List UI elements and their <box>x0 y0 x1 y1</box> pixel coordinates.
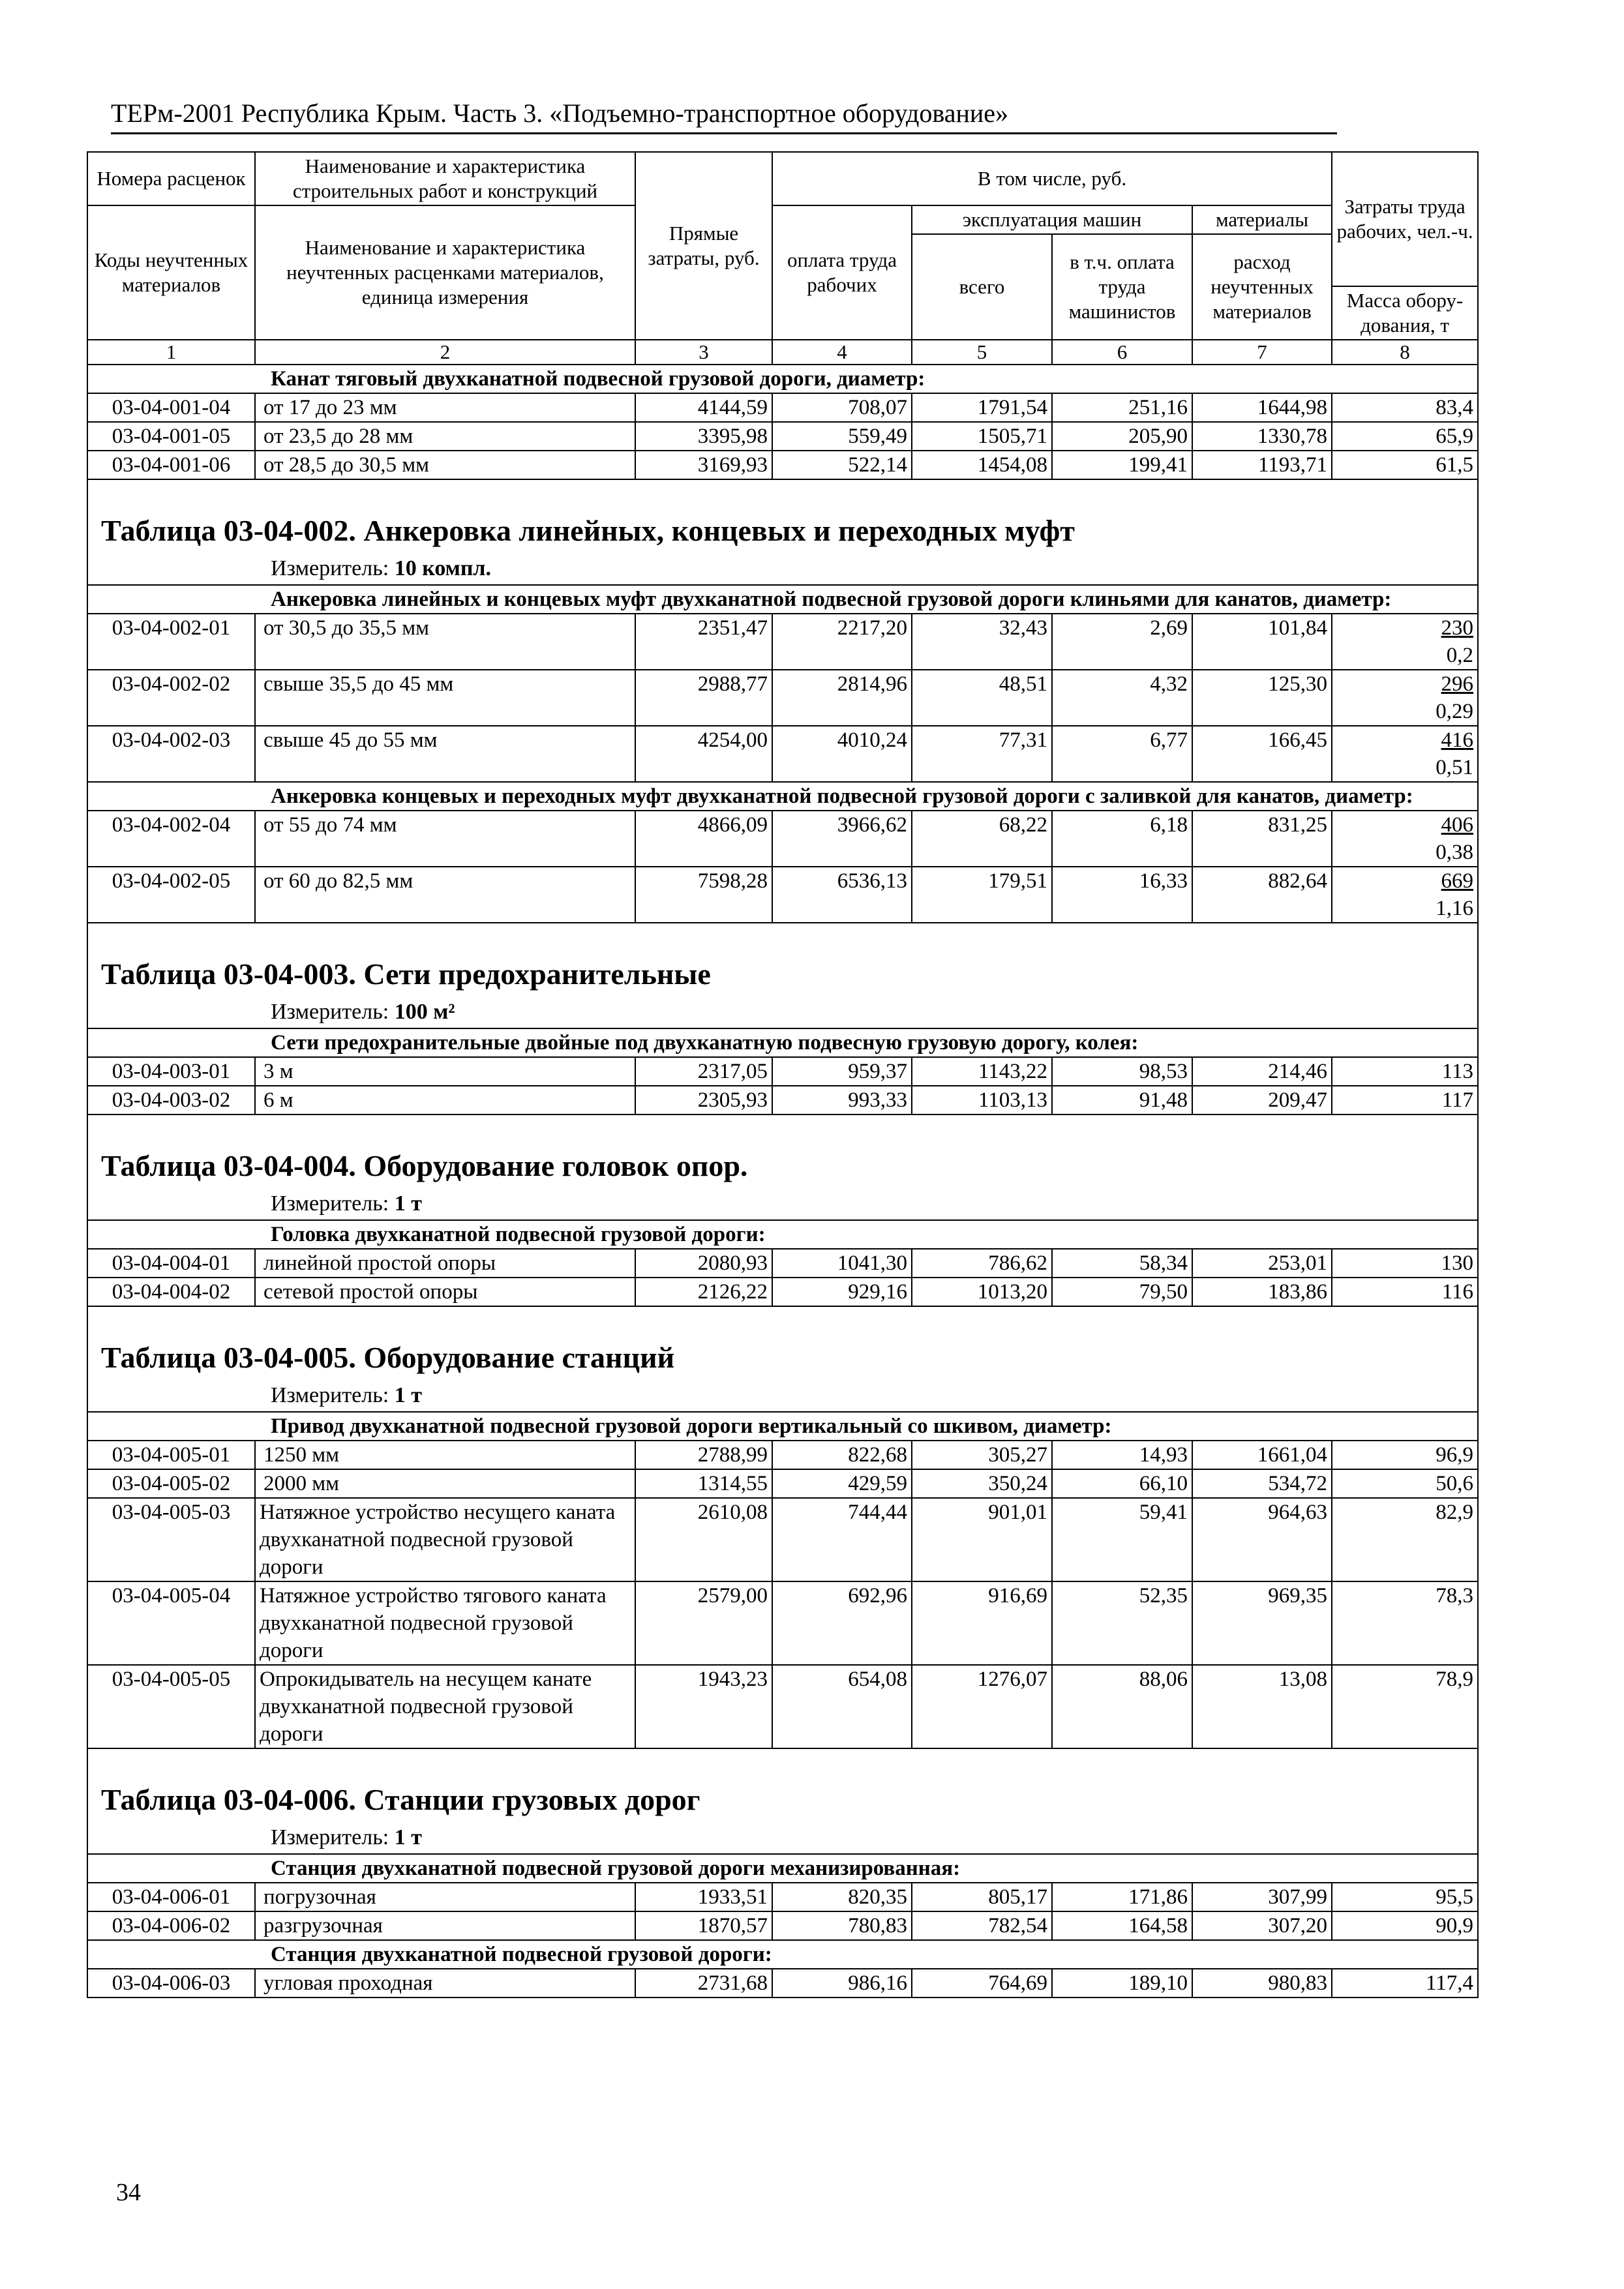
machine-cost: 805,17 <box>912 1883 1052 1911</box>
table-row <box>87 393 1478 422</box>
group-header <box>87 585 1478 614</box>
worker-wages: 744,44 <box>772 1498 912 1581</box>
operator-wages: 4,32 <box>1052 670 1192 726</box>
worker-wages: 4010,24 <box>772 726 912 782</box>
table-title-cell <box>87 923 1478 999</box>
rate-code: 03-04-003-01 <box>87 1057 255 1086</box>
rate-code: 03-04-002-04 <box>87 811 255 867</box>
operator-wages: 98,53 <box>1052 1057 1192 1086</box>
rate-name: от 17 до 23 мм <box>255 393 635 422</box>
machine-cost: 179,51 <box>912 867 1052 923</box>
table-row <box>87 422 1478 451</box>
worker-wages: 2814,96 <box>772 670 912 726</box>
rates-document <box>87 151 1477 1998</box>
table-row <box>87 1249 1478 1278</box>
rate-code: 03-04-001-05 <box>87 422 255 451</box>
labor-hours: 416 <box>1441 728 1474 752</box>
direct-cost: 2731,68 <box>635 1969 772 1997</box>
direct-cost: 7598,28 <box>635 867 772 923</box>
machine-cost: 1103,13 <box>912 1086 1052 1115</box>
rate-name: Натяжное устройство тягового каната двухканатной подвесной грузовой дороги <box>255 1581 635 1665</box>
table-title-cell <box>87 1306 1478 1383</box>
measurer-value: 1 т <box>394 1825 422 1849</box>
column-numbers-row <box>87 340 1478 365</box>
table-title: Таблица 03-04-003. Сети предохранительные <box>101 957 711 991</box>
operator-wages: 6,77 <box>1052 726 1192 782</box>
measurer-cell <box>87 1191 1478 1220</box>
materials-cost: 307,99 <box>1192 1883 1332 1911</box>
group-label: Привод двухканатной подвесной грузовой дороги вертикальный со шкивом, диаметр: <box>271 1414 1112 1438</box>
table-row <box>87 1278 1478 1306</box>
equipment-mass: 0,38 <box>1436 841 1474 864</box>
table-title-cell <box>87 479 1478 556</box>
rate-code: 03-04-001-06 <box>87 451 255 479</box>
operator-wages: 189,10 <box>1052 1969 1192 1997</box>
rate-name: линейной простой опоры <box>255 1249 635 1278</box>
col2-header-top: Наименование и характеристика строительных работ и конструкций <box>255 152 635 205</box>
materials-cost: 831,25 <box>1192 811 1332 867</box>
materials-cost: 969,35 <box>1192 1581 1332 1665</box>
machine-cost: 901,01 <box>912 1498 1052 1581</box>
worker-wages: 780,83 <box>772 1911 912 1940</box>
direct-cost: 4866,09 <box>635 811 772 867</box>
table-row <box>87 1057 1478 1086</box>
labor-cost: 130 <box>1332 1249 1478 1278</box>
worker-wages: 692,96 <box>772 1581 912 1665</box>
table-row <box>87 1581 1478 1665</box>
labor-cost: 78,9 <box>1332 1665 1478 1748</box>
table-title: Таблица 03-04-002. Анкеровка линейных, концевых и переходных муфт <box>101 514 1075 547</box>
worker-wages: 1041,30 <box>772 1249 912 1278</box>
rate-name: от 23,5 до 28 мм <box>255 422 635 451</box>
measurer-row <box>87 999 1478 1028</box>
materials-header: материалы <box>1192 205 1332 234</box>
labor-cost: 90,9 <box>1332 1911 1478 1940</box>
materials-cost: 1661,04 <box>1192 1441 1332 1469</box>
group-header-row <box>87 1028 1478 1057</box>
labor-cost <box>1332 670 1478 726</box>
machine-cost: 350,24 <box>912 1469 1052 1498</box>
group-label: Канат тяговый двухканатной подвесной грузовой дороги, диаметр: <box>271 367 925 391</box>
materials-cost: 101,84 <box>1192 614 1332 670</box>
machine-cost: 764,69 <box>912 1969 1052 1997</box>
machine-cost: 1013,20 <box>912 1278 1052 1306</box>
rate-code: 03-04-002-03 <box>87 726 255 782</box>
rate-code: 03-04-002-01 <box>87 614 255 670</box>
machine-cost: 1276,07 <box>912 1665 1052 1748</box>
direct-cost: 1314,55 <box>635 1469 772 1498</box>
table-row <box>87 1665 1478 1748</box>
direct-cost: 1870,57 <box>635 1911 772 1940</box>
rate-code: 03-04-002-02 <box>87 670 255 726</box>
table-title: Таблица 03-04-006. Станции грузовых дорог <box>101 1783 700 1816</box>
machine-cost: 1143,22 <box>912 1057 1052 1086</box>
materials-cost: 534,72 <box>1192 1469 1332 1498</box>
col5-header: всего <box>912 234 1052 340</box>
worker-wages: 6536,13 <box>772 867 912 923</box>
measurer-label: Измеритель: <box>271 1825 389 1849</box>
group-label: Станция двухканатной подвесной грузовой дороги: <box>271 1943 772 1966</box>
operator-wages: 199,41 <box>1052 451 1192 479</box>
measurer-label: Измеритель: <box>271 1383 389 1407</box>
table-row <box>87 1969 1478 1997</box>
rate-name: от 60 до 82,5 мм <box>255 867 635 923</box>
direct-cost: 3395,98 <box>635 422 772 451</box>
machines-header: эксплуатация машин <box>912 205 1192 234</box>
table-title-row <box>87 1748 1478 1825</box>
direct-cost: 2080,93 <box>635 1249 772 1278</box>
rates-table-body <box>87 365 1478 1997</box>
equipment-mass: 1,16 <box>1436 897 1474 920</box>
worker-wages: 929,16 <box>772 1278 912 1306</box>
equipment-mass: 0,2 <box>1446 644 1474 667</box>
group-header-row <box>87 782 1478 811</box>
measurer-cell <box>87 1825 1478 1854</box>
measurer-row <box>87 1825 1478 1854</box>
labor-cost: 117 <box>1332 1086 1478 1115</box>
measurer-row <box>87 1383 1478 1412</box>
operator-wages: 14,93 <box>1052 1441 1192 1469</box>
direct-cost: 3169,93 <box>635 451 772 479</box>
materials-cost: 253,01 <box>1192 1249 1332 1278</box>
machine-cost: 68,22 <box>912 811 1052 867</box>
col8-header-top: Затраты труда рабочих, чел.-ч. <box>1332 152 1478 286</box>
operator-wages: 59,41 <box>1052 1498 1192 1581</box>
rate-name: от 30,5 до 35,5 мм <box>255 614 635 670</box>
rate-name: свыше 35,5 до 45 мм <box>255 670 635 726</box>
worker-wages: 654,08 <box>772 1665 912 1748</box>
operator-wages: 79,50 <box>1052 1278 1192 1306</box>
group-header <box>87 1854 1478 1883</box>
labor-cost: 116 <box>1332 1278 1478 1306</box>
group-header <box>87 365 1478 393</box>
direct-cost: 2351,47 <box>635 614 772 670</box>
labor-cost <box>1332 867 1478 923</box>
materials-cost: 214,46 <box>1192 1057 1332 1086</box>
machine-cost: 48,51 <box>912 670 1052 726</box>
col7-header: расход неучтенных материалов <box>1192 234 1332 340</box>
worker-wages: 559,49 <box>772 422 912 451</box>
table-title-row <box>87 1115 1478 1191</box>
rate-code: 03-04-004-02 <box>87 1278 255 1306</box>
table-title: Таблица 03-04-005. Оборудование станций <box>101 1341 675 1374</box>
table-row <box>87 867 1478 923</box>
labor-cost: 95,5 <box>1332 1883 1478 1911</box>
direct-cost: 1933,51 <box>635 1883 772 1911</box>
operator-wages: 251,16 <box>1052 393 1192 422</box>
rate-name: разгрузочная <box>255 1911 635 1940</box>
operator-wages: 66,10 <box>1052 1469 1192 1498</box>
incl-header: В том числе, руб. <box>772 152 1332 205</box>
table-row <box>87 1911 1478 1940</box>
group-header <box>87 782 1478 811</box>
group-header-row <box>87 1854 1478 1883</box>
operator-wages: 52,35 <box>1052 1581 1192 1665</box>
machine-cost: 916,69 <box>912 1581 1052 1665</box>
labor-hours: 406 <box>1441 813 1474 837</box>
table-title-cell <box>87 1115 1478 1191</box>
direct-cost: 2988,77 <box>635 670 772 726</box>
measurer-label: Измеритель: <box>271 556 389 580</box>
table-row <box>87 1441 1478 1469</box>
machine-cost: 305,27 <box>912 1441 1052 1469</box>
measurer-row <box>87 556 1478 585</box>
group-header <box>87 1412 1478 1441</box>
table-title-cell <box>87 1748 1478 1825</box>
rate-code: 03-04-002-05 <box>87 867 255 923</box>
labor-cost: 78,3 <box>1332 1581 1478 1665</box>
group-header-row <box>87 1412 1478 1441</box>
operator-wages: 16,33 <box>1052 867 1192 923</box>
table-row <box>87 1469 1478 1498</box>
machine-cost: 1454,08 <box>912 451 1052 479</box>
group-label: Анкеровка концевых и переходных муфт двухканатной подвесной грузовой дороги с заливкой для канатов, диаметр: <box>271 785 1413 808</box>
operator-wages: 88,06 <box>1052 1665 1192 1748</box>
table-row <box>87 670 1478 726</box>
group-label: Сети предохранительные двойные под двухканатную подвесную грузовую дорогу, колея: <box>271 1031 1139 1055</box>
labor-cost: 83,4 <box>1332 393 1478 422</box>
worker-wages: 708,07 <box>772 393 912 422</box>
worker-wages: 429,59 <box>772 1469 912 1498</box>
machine-cost: 32,43 <box>912 614 1052 670</box>
measurer-cell <box>87 1383 1478 1412</box>
labor-hours: 230 <box>1441 616 1474 640</box>
measurer-label: Измеритель: <box>271 1191 389 1216</box>
direct-cost: 4254,00 <box>635 726 772 782</box>
col1-header-bottom: Коды неучтенных материалов <box>87 205 255 340</box>
machine-cost: 77,31 <box>912 726 1052 782</box>
measurer-cell <box>87 556 1478 585</box>
rate-name: 6 м <box>255 1086 635 1115</box>
rate-code: 03-04-006-01 <box>87 1883 255 1911</box>
labor-cost <box>1332 726 1478 782</box>
rate-name: от 55 до 74 мм <box>255 811 635 867</box>
table-title-row <box>87 923 1478 999</box>
rate-name: от 28,5 до 30,5 мм <box>255 451 635 479</box>
group-header-row <box>87 1940 1478 1969</box>
labor-cost <box>1332 614 1478 670</box>
rates-table <box>87 151 1479 1998</box>
table-title-row <box>87 479 1478 556</box>
machine-cost: 1791,54 <box>912 393 1052 422</box>
labor-cost: 50,6 <box>1332 1469 1478 1498</box>
group-header <box>87 1028 1478 1057</box>
rate-code: 03-04-006-02 <box>87 1911 255 1940</box>
group-header <box>87 1940 1478 1969</box>
group-header-row <box>87 1220 1478 1249</box>
measurer-value: 1 т <box>394 1191 422 1216</box>
materials-cost: 964,63 <box>1192 1498 1332 1581</box>
materials-cost: 980,83 <box>1192 1969 1332 1997</box>
direct-cost: 2126,22 <box>635 1278 772 1306</box>
col4-header: оплата труда рабочих <box>772 205 912 340</box>
materials-cost: 882,64 <box>1192 867 1332 923</box>
table-title-row <box>87 1306 1478 1383</box>
materials-cost: 1330,78 <box>1192 422 1332 451</box>
measurer-value: 100 м² <box>394 1000 455 1024</box>
rate-code: 03-04-003-02 <box>87 1086 255 1115</box>
col6-header: в т.ч. оплата труда машинистов <box>1052 234 1192 340</box>
table-row <box>87 726 1478 782</box>
group-label: Анкеровка линейных и концевых муфт двухканатной подвесной грузовой дороги клиньями для канатов, диаметр: <box>271 588 1392 611</box>
rate-name: Опрокидыватель на несущем канате двухканатной подвесной грузовой дороги <box>255 1665 635 1748</box>
labor-cost: 96,9 <box>1332 1441 1478 1469</box>
rate-name: погрузочная <box>255 1883 635 1911</box>
operator-wages: 91,48 <box>1052 1086 1192 1115</box>
materials-cost: 1644,98 <box>1192 393 1332 422</box>
materials-cost: 13,08 <box>1192 1665 1332 1748</box>
rate-code: 03-04-005-05 <box>87 1665 255 1748</box>
col-number: 8 <box>1332 340 1478 365</box>
group-header-row <box>87 585 1478 614</box>
direct-cost: 4144,59 <box>635 393 772 422</box>
measurer-value: 10 компл. <box>394 556 492 580</box>
operator-wages: 58,34 <box>1052 1249 1192 1278</box>
rate-name: 1250 мм <box>255 1441 635 1469</box>
rate-code: 03-04-005-02 <box>87 1469 255 1498</box>
labor-cost <box>1332 811 1478 867</box>
col-number: 5 <box>912 340 1052 365</box>
table-row <box>87 614 1478 670</box>
page-number: 34 <box>116 2179 141 2206</box>
direct-cost: 2579,00 <box>635 1581 772 1665</box>
worker-wages: 522,14 <box>772 451 912 479</box>
col8-header-bottom: Масса обору-дования, т <box>1332 286 1478 340</box>
labor-hours: 296 <box>1441 672 1474 696</box>
rate-code: 03-04-005-01 <box>87 1441 255 1469</box>
col3-header: Прямые затраты, руб. <box>635 152 772 340</box>
direct-cost: 2788,99 <box>635 1441 772 1469</box>
table-title: Таблица 03-04-004. Оборудование головок опор. <box>101 1149 748 1182</box>
labor-hours: 669 <box>1441 869 1474 893</box>
machine-cost: 786,62 <box>912 1249 1052 1278</box>
table-row <box>87 811 1478 867</box>
operator-wages: 171,86 <box>1052 1883 1192 1911</box>
rate-name: Натяжное устройство несущего каната двухканатной подвесной грузовой дороги <box>255 1498 635 1581</box>
rate-name: угловая проходная <box>255 1969 635 1997</box>
direct-cost: 2305,93 <box>635 1086 772 1115</box>
direct-cost: 1943,23 <box>635 1665 772 1748</box>
labor-cost: 61,5 <box>1332 451 1478 479</box>
equipment-mass: 0,29 <box>1436 700 1474 723</box>
worker-wages: 2217,20 <box>772 614 912 670</box>
worker-wages: 993,33 <box>772 1086 912 1115</box>
col2-header-bottom: Наименование и характеристика неучтенных расценками материалов, единица измерения <box>255 205 635 340</box>
table-row <box>87 1086 1478 1115</box>
materials-cost: 1193,71 <box>1192 451 1332 479</box>
measurer-value: 1 т <box>394 1383 422 1407</box>
labor-cost: 65,9 <box>1332 422 1478 451</box>
materials-cost: 166,45 <box>1192 726 1332 782</box>
group-header <box>87 1220 1478 1249</box>
worker-wages: 959,37 <box>772 1057 912 1086</box>
col-number: 1 <box>87 340 255 365</box>
materials-cost: 125,30 <box>1192 670 1332 726</box>
materials-cost: 209,47 <box>1192 1086 1332 1115</box>
col-number: 3 <box>635 340 772 365</box>
table-row <box>87 1883 1478 1911</box>
rate-code: 03-04-005-03 <box>87 1498 255 1581</box>
operator-wages: 164,58 <box>1052 1911 1192 1940</box>
operator-wages: 205,90 <box>1052 422 1192 451</box>
rate-code: 03-04-006-03 <box>87 1969 255 1997</box>
worker-wages: 3966,62 <box>772 811 912 867</box>
machine-cost: 782,54 <box>912 1911 1052 1940</box>
page-header: ТЕРм-2001 Республика Крым. Часть 3. «Подъемно-транспортное оборудование» <box>111 98 1337 134</box>
rate-name: 2000 мм <box>255 1469 635 1498</box>
rate-code: 03-04-004-01 <box>87 1249 255 1278</box>
col-number: 2 <box>255 340 635 365</box>
rate-code: 03-04-005-04 <box>87 1581 255 1665</box>
worker-wages: 986,16 <box>772 1969 912 1997</box>
col-number: 7 <box>1192 340 1332 365</box>
measurer-row <box>87 1191 1478 1220</box>
rate-name: сетевой простой опоры <box>255 1278 635 1306</box>
table-row <box>87 1498 1478 1581</box>
operator-wages: 2,69 <box>1052 614 1192 670</box>
group-header-row <box>87 365 1478 393</box>
group-label: Головка двухканатной подвесной грузовой дороги: <box>271 1223 766 1246</box>
labor-cost: 117,4 <box>1332 1969 1478 1997</box>
col1-header-top: Номера расценок <box>87 152 255 205</box>
operator-wages: 6,18 <box>1052 811 1192 867</box>
rate-name: свыше 45 до 55 мм <box>255 726 635 782</box>
group-label: Станция двухканатной подвесной грузовой дороги механизированная: <box>271 1857 961 1880</box>
machine-cost: 1505,71 <box>912 422 1052 451</box>
direct-cost: 2317,05 <box>635 1057 772 1086</box>
measurer-label: Измеритель: <box>271 1000 389 1024</box>
materials-cost: 307,20 <box>1192 1911 1332 1940</box>
worker-wages: 822,68 <box>772 1441 912 1469</box>
rate-code: 03-04-001-04 <box>87 393 255 422</box>
col-number: 6 <box>1052 340 1192 365</box>
direct-cost: 2610,08 <box>635 1498 772 1581</box>
materials-cost: 183,86 <box>1192 1278 1332 1306</box>
measurer-cell <box>87 999 1478 1028</box>
col-number: 4 <box>772 340 912 365</box>
labor-cost: 113 <box>1332 1057 1478 1086</box>
equipment-mass: 0,51 <box>1436 756 1474 779</box>
table-row <box>87 451 1478 479</box>
labor-cost: 82,9 <box>1332 1498 1478 1581</box>
worker-wages: 820,35 <box>772 1883 912 1911</box>
rate-name: 3 м <box>255 1057 635 1086</box>
